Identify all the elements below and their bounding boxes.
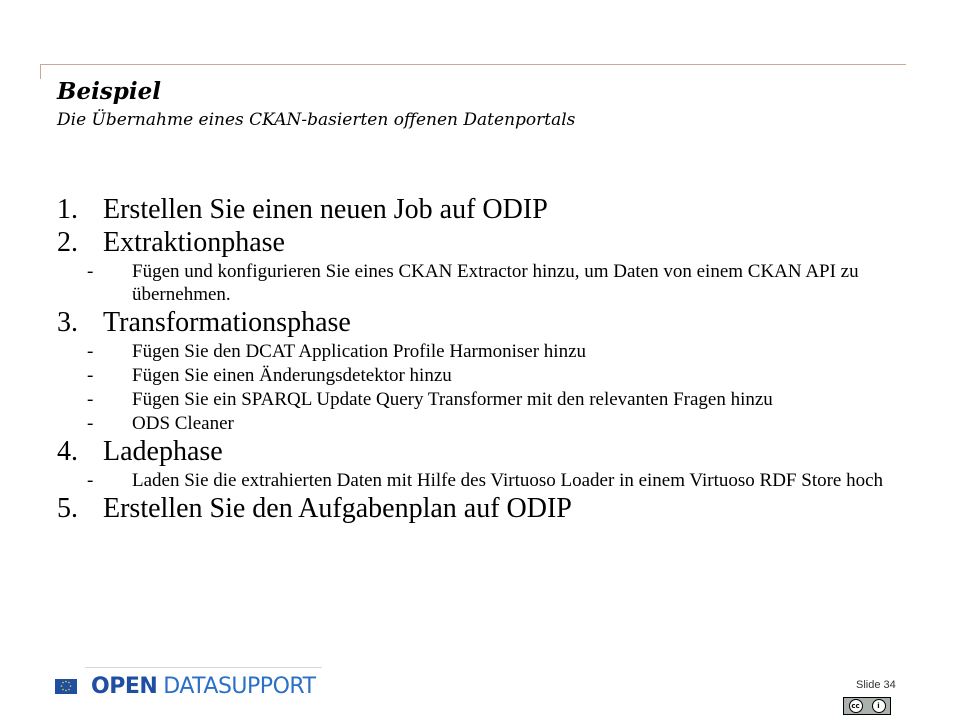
bullet-text: Fügen Sie einen Änderungsdetektor hinzu [132, 365, 452, 386]
bullet-text: ODS Cleaner [132, 413, 234, 434]
step-number: 3. [57, 307, 78, 338]
cc-icon: cc [849, 699, 863, 713]
attribution-icon: i [872, 699, 886, 713]
bullet-dash: - [87, 470, 94, 491]
step-number: 1. [57, 194, 78, 225]
step-bullet [57, 412, 917, 435]
step-item [57, 306, 917, 339]
step-number: 4. [57, 436, 78, 467]
step-bullet [57, 469, 917, 492]
step-text: Erstellen Sie den Aufgabenplan auf ODIP [103, 493, 572, 524]
step-text: Ladephase [103, 436, 223, 467]
step-item [57, 492, 917, 525]
step-text: Extraktionphase [103, 227, 285, 258]
logo-support-text: SUPPORT [217, 674, 316, 699]
open-data-support-logo [55, 667, 327, 705]
step-bullet [57, 364, 917, 387]
logo-open-text: OPEN [91, 674, 158, 699]
frame-left-line [40, 64, 41, 79]
step-bullet [57, 388, 917, 411]
step-bullet [57, 340, 917, 363]
step-item [57, 435, 917, 468]
title-block [57, 78, 575, 132]
bullet-dash: - [87, 413, 94, 434]
step-number: 5. [57, 493, 78, 524]
step-text: Transformationsphase [103, 307, 351, 338]
step-item [57, 193, 917, 226]
bullet-dash: - [87, 341, 94, 362]
step-item [57, 226, 917, 259]
bullet-text: Fügen Sie ein SPARQL Update Query Transformer mit den relevanten Fragen hinzu [132, 389, 773, 410]
bullet-text: Laden Sie die extrahierten Daten mit Hilfe des Virtuoso Loader in einem Virtuoso RDF Store hoch [132, 470, 884, 491]
logo-data-text: DATA [163, 674, 218, 699]
step-number: 2. [57, 227, 78, 258]
bullet-text: Fügen Sie den DCAT Application Profile Harmoniser hinzu [132, 341, 587, 362]
cc-by-license-badge [843, 697, 891, 715]
bullet-dash: - [87, 389, 94, 410]
bullet-text: Fügen und konfigurieren Sie eines CKAN Extractor hinzu, um Daten von einem CKAN API zu übernehmen. [132, 261, 859, 305]
slide-subtitle: Die Übernahme eines CKAN-basierten offenen Datenportals [57, 110, 576, 130]
bullet-dash: - [87, 365, 94, 386]
slide-title: Beispiel [57, 78, 161, 105]
step-text: Erstellen Sie einen neuen Job auf ODIP [103, 194, 548, 225]
slide-number: Slide 34 [856, 679, 896, 691]
bullet-dash: - [87, 261, 94, 282]
frame-top-line [40, 64, 906, 65]
eu-flag-icon [55, 679, 77, 694]
logo-wordmark [85, 667, 322, 706]
step-bullet [57, 260, 917, 306]
step-list [57, 193, 917, 525]
